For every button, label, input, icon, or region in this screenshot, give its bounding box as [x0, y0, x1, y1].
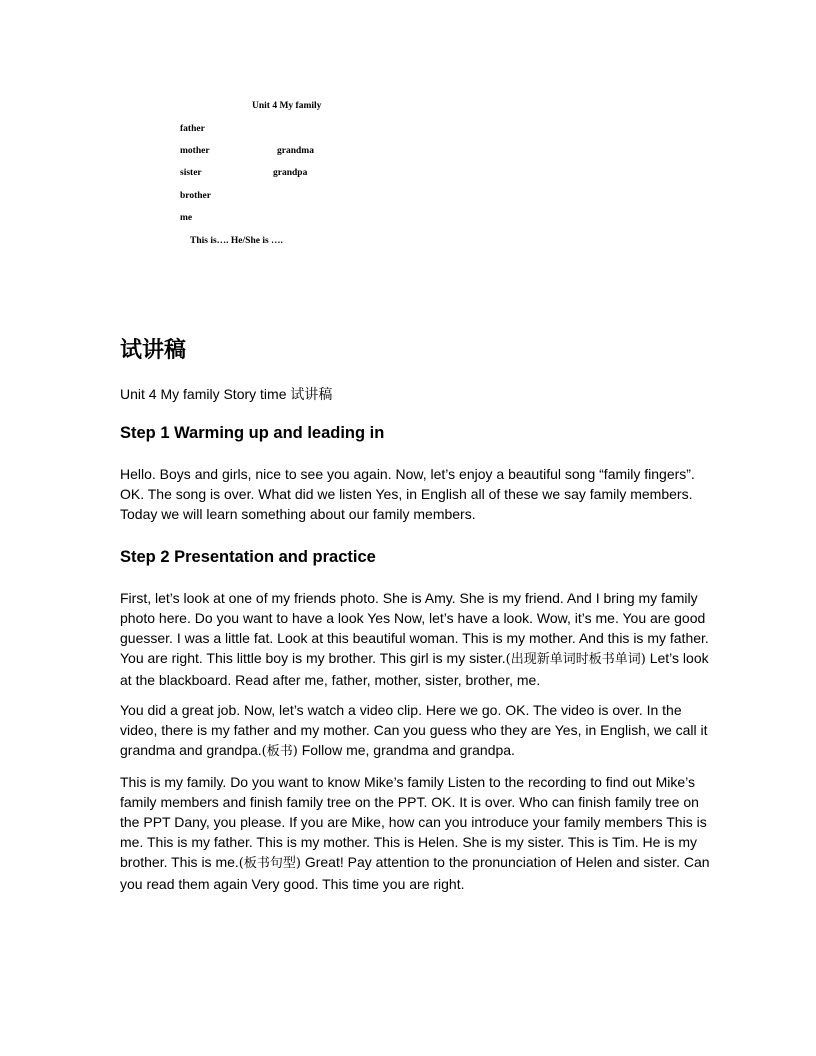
blackboard-sentence: This is…. He/She is …. — [190, 236, 283, 246]
blackboard-word-sister: sister — [180, 168, 202, 178]
blackboard-word-mother: mother — [180, 146, 210, 156]
blackboard-word-brother: brother — [180, 191, 211, 201]
blackboard-word-grandma: grandma — [277, 146, 314, 156]
step-1-title: Step 1 Warming up and leading in — [120, 424, 385, 442]
paragraph-text: Let’s look at the blackboard. Read after me, father, mother, sister, brother, me. — [120, 650, 709, 688]
paragraph-text: This is my family. Do you want to know Mike’s family Listen to the recording to find out Mike’s family members and finish family tree on the PPT. OK. It is over. Who can finish family tree on the PPT Dany, you please. If you are Mike, how can you introduce your family members This is me. This is my father. This is my mother. This is Helen. She is my sister. This is Tim. He is my brother. This is me. — [120, 774, 707, 870]
lecture-script — [120, 334, 710, 904]
step-2-title: Step 2 Presentation and practice — [120, 548, 376, 566]
paragraph-text: Great! Pay attention to the pronunciation of Helen and sister. Can you read them again Very good. This time you are right. — [120, 854, 710, 892]
paragraph-text: You did a great job. Now, let’s watch a video clip. Here we go. OK. The video is over. In the video, there is my father and my mother. Can you guess who they are Yes, in English, we call it grandma and grandpa. — [120, 702, 708, 758]
teaching-note: (板书) — [261, 744, 298, 759]
step-2-paragraph-2 — [120, 700, 710, 762]
paragraph-text: Follow me, grandma and grandpa. — [297, 742, 515, 758]
blackboard-word-grandpa: grandpa — [273, 168, 308, 178]
blackboard-design — [0, 0, 816, 280]
blackboard-word-me: me — [180, 213, 193, 223]
paragraph-text: First, let’s look at one of my friends photo. She is Amy. She is my friend. And I bring my family photo here. Do you want to have a look Yes Now, let’s have a look. Wow, it’s me. You are good guesser. I was a little fat. Look at this beautiful woman. This is my mother. And this is my father. You are right. This little boy is my brother. This girl is my sister. — [120, 590, 709, 666]
teaching-note: (出现新单词时板书单词) — [505, 652, 646, 667]
blackboard-word-father: father — [180, 124, 205, 134]
step-2-paragraph-1 — [120, 588, 710, 690]
step-2-paragraph-3 — [120, 772, 710, 894]
document-subtitle: Unit 4 My family Story time 试讲稿 — [120, 386, 333, 402]
teaching-note: (板书句型) — [238, 856, 301, 871]
step-1-paragraph-1 — [120, 464, 710, 524]
document-heading: 试讲稿 — [120, 337, 187, 363]
blackboard-title: Unit 4 My family — [252, 101, 322, 111]
paragraph-text: Hello. Boys and girls, nice to see you again. Now, let’s enjoy a beautiful song “family fingers”. OK. The song is over. What did we listen Yes, in English all of these we say family members. Today we will learn something about our family members. — [120, 466, 695, 522]
